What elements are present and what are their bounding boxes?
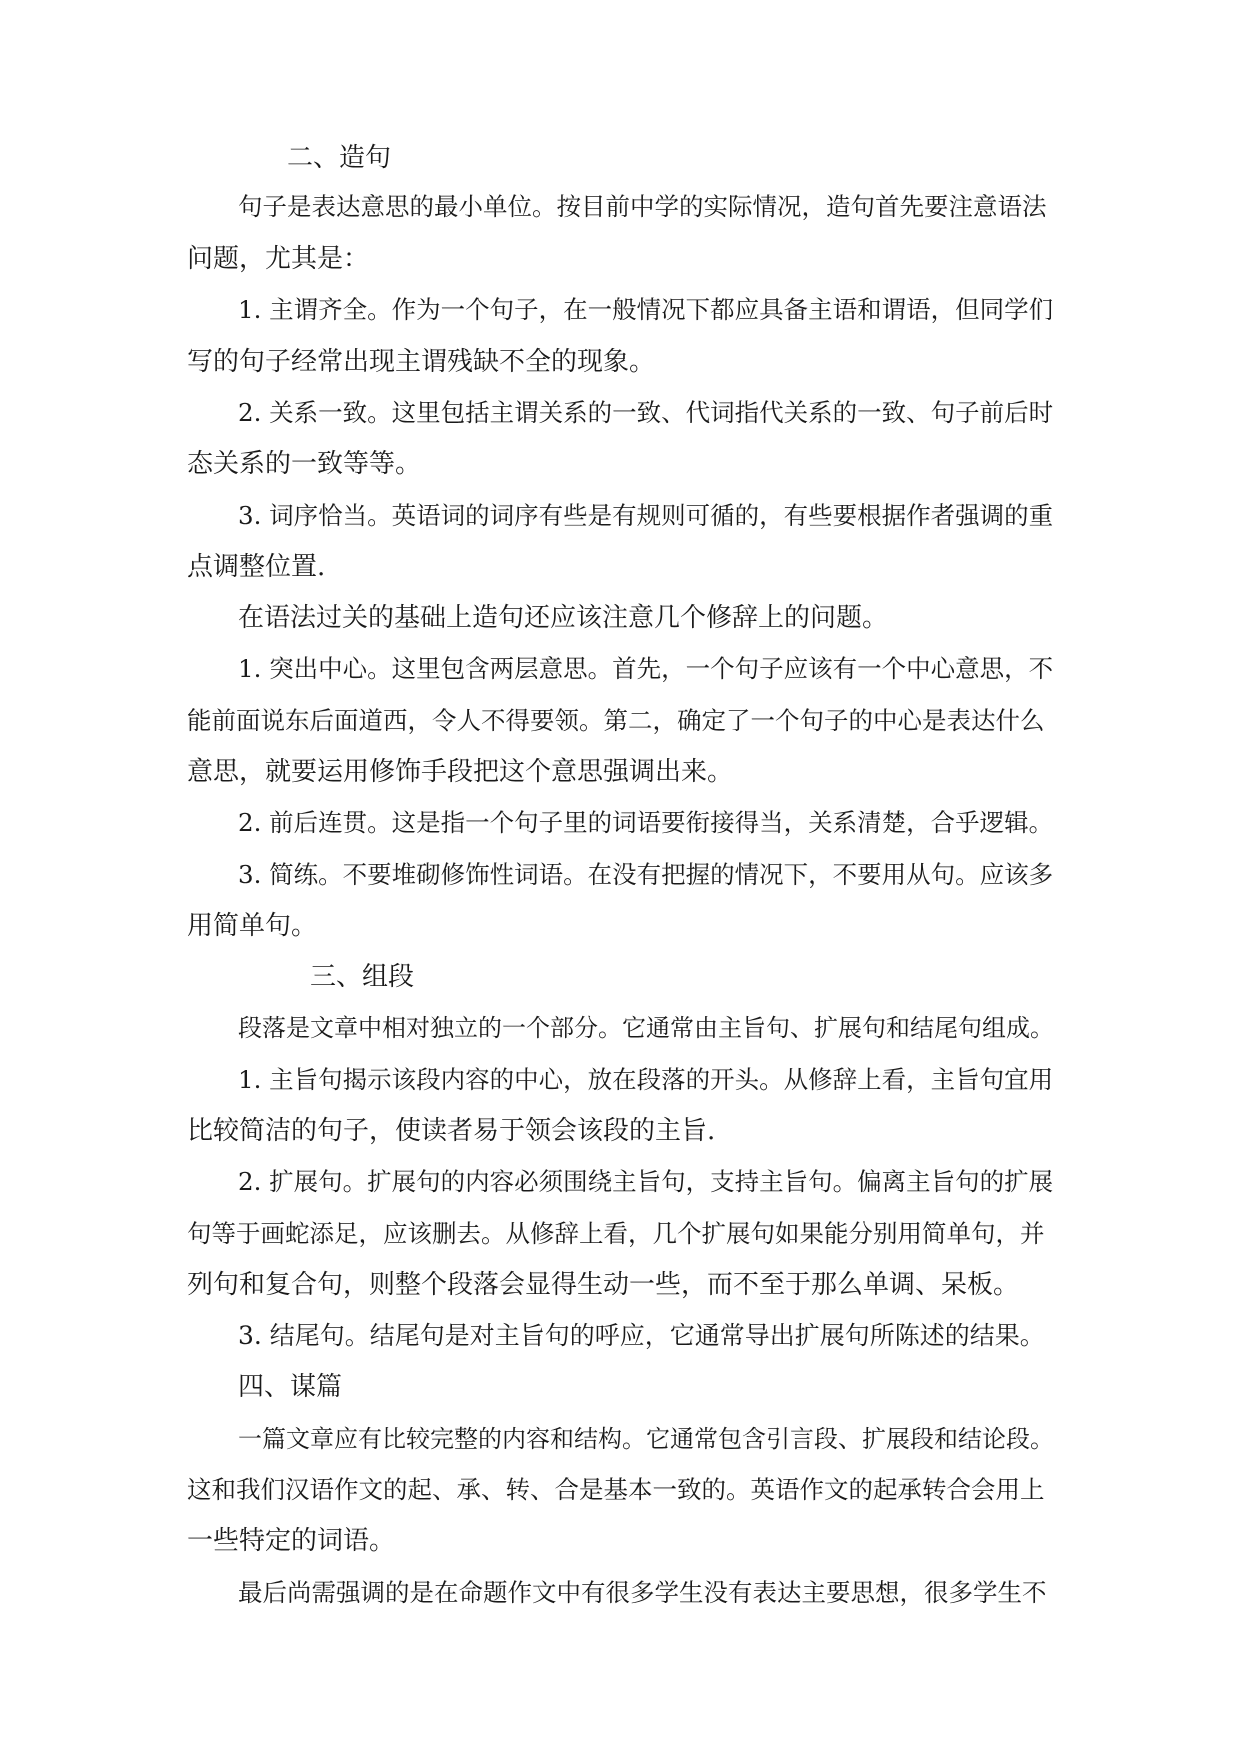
heading-form-paragraphs: 三、组段: [310, 962, 415, 992]
paragraph-line: 在语法过关的基础上造句还应该注意几个修辞上的问题。: [238, 603, 889, 633]
paragraph-line: 一篇文章应有比较完整的内容和结构。它通常包含引言段、扩展段和结论段。: [238, 1425, 1054, 1453]
paragraph-line: 2. 扩展句。扩展句的内容必须围绕主旨句，支持主旨句。偏离主旨句的扩展: [238, 1167, 1054, 1196]
paragraph-line: 列句和复合句，则整个段落会显得生动一些，而不至于那么单调、呆板。: [187, 1270, 1020, 1300]
paragraph-line: 问题，尤其是：: [187, 244, 370, 274]
heading-plan-essay: 四、谋篇: [238, 1372, 343, 1402]
paragraph-line: 一些特定的词语。: [187, 1526, 396, 1556]
paragraph-line: 写的句子经常出现主谓残缺不全的现象。: [187, 347, 656, 377]
heading-make-sentences: 二、造句: [287, 143, 392, 173]
paragraph-line: 3. 词序恰当。英语词的词序有些是有规则可循的，有些要根据作者强调的重: [238, 501, 1054, 530]
paragraph-line: 1. 主旨句揭示该段内容的中心，放在段落的开头。从修辞上看，主旨句宜用: [238, 1065, 1054, 1094]
paragraph-line: 句子是表达意思的最小单位。按目前中学的实际情况，造句首先要注意语法: [238, 192, 1047, 221]
paragraph-line: 点调整位置.: [187, 552, 326, 582]
paragraph-line: 段落是文章中相对独立的一个部分。它通常由主旨句、扩展句和结尾句组成。: [238, 1014, 1054, 1042]
paragraph-line: 最后尚需强调的是在命题作文中有很多学生没有表达主要思想，很多学生不: [238, 1578, 1047, 1607]
paragraph-line: 这和我们汉语作文的起、承、转、合是基本一致的。英语作文的起承转合会用上: [187, 1475, 1045, 1504]
paragraph-line: 1. 主谓齐全。作为一个句子，在一般情况下都应具备主语和谓语，但同学们: [238, 295, 1054, 324]
paragraph-line: 2. 前后连贯。这是指一个句子里的词语要衔接得当，关系清楚，合乎逻辑。: [238, 808, 1054, 837]
paragraph-line: 3. 结尾句。结尾句是对主旨句的呼应，它通常导出扩展句所陈述的结果。: [238, 1321, 1045, 1350]
paragraph-line: 3. 简练。不要堆砌修饰性词语。在没有把握的情况下，不要用从句。应该多: [238, 860, 1054, 889]
paragraph-line: 用简单句。: [187, 911, 318, 941]
paragraph-line: 态关系的一致等等。: [187, 449, 422, 479]
paragraph-line: 1. 突出中心。这里包含两层意思。首先，一个句子应该有一个中心意思，不: [238, 654, 1054, 683]
paragraph-line: 2. 关系一致。这里包括主谓关系的一致、代词指代关系的一致、句子前后时: [238, 398, 1054, 427]
paragraph-line: 意思，就要运用修饰手段把这个意思强调出来。: [187, 757, 734, 787]
paragraph-line: 比较简洁的句子，使读者易于领会该段的主旨.: [187, 1116, 716, 1146]
paragraph-line: 句等于画蛇添足，应该删去。从修辞上看，几个扩展句如果能分别用简单句，并: [187, 1219, 1045, 1248]
paragraph-line: 能前面说东后面道西，令人不得要领。第二，确定了一个句子的中心是表达什么: [187, 706, 1045, 735]
